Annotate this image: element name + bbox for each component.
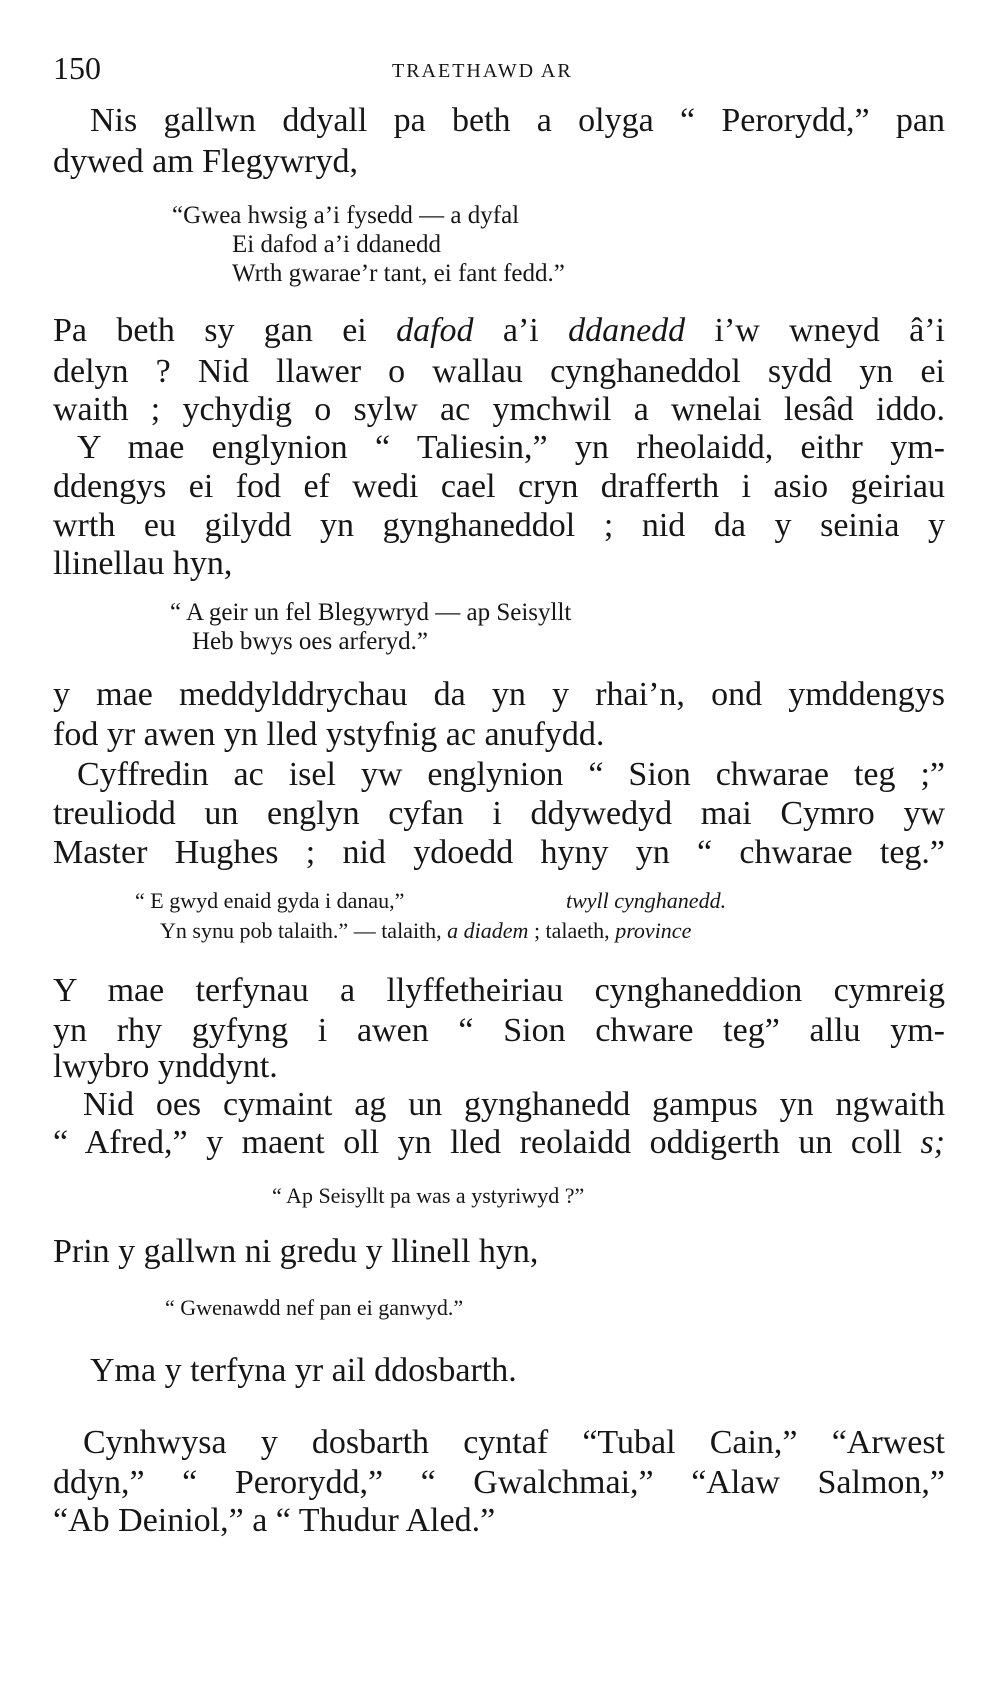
verse-line: Ei dafod a’i ddanedd (232, 231, 441, 258)
paragraph-line: llinellau hyn, (53, 545, 233, 582)
paragraph-line: y mae meddylddrychau da yn y rhai’n, ond ymddengys (53, 676, 945, 713)
text-run: i’w wneyd â’i (685, 312, 945, 349)
italic-word: province (615, 918, 692, 943)
page-number: 150 (53, 50, 101, 86)
verse-line: “ Gwenawdd nef pan ei ganwyd.” (165, 1295, 464, 1320)
verse-note: twyll cynghanedd. (566, 888, 727, 913)
text-run: Pa beth sy gan ei (53, 312, 397, 349)
paragraph-line: ddengys ei fod ef wedi cael cryn drafferth i asio geiriau (53, 468, 945, 505)
verse-line: Heb bwys oes arferyd.” (192, 628, 429, 655)
verse-line: “Gwea hwsig a’i fysedd — a dyfal (172, 202, 520, 229)
paragraph-line: ddyn,” “ Perorydd,” “ Gwalchmai,” “Alaw Salmon,” (53, 1464, 945, 1501)
running-title: TRAETHAWD AR (392, 60, 573, 82)
paragraph-line: fod yr awen yn lled ystyfnig ac anufydd. (53, 716, 605, 753)
italic-word: a diadem (447, 918, 529, 943)
text-run: a’i (473, 312, 569, 349)
text-run: “ Afred,” y maent oll yn lled reolaidd oddigerth un coll (53, 1124, 921, 1161)
paragraph-line: yn rhy gyfyng i awen “ Sion chware teg” allu ym- (53, 1012, 945, 1049)
paragraph-line: Cyffredin ac isel yw englynion “ Sion chwarae teg ;” (77, 756, 945, 793)
paragraph-line: delyn ? Nid llawer o wallau cynghaneddol sydd yn ei (53, 353, 945, 390)
verse-line (160, 915, 691, 947)
paragraph-line (53, 1122, 945, 1163)
text-run: ; talaeth, (528, 918, 616, 943)
paragraph-line: Master Hughes ; nid ydoedd hyny yn “ chwarae teg.” (53, 834, 945, 871)
paragraph-line: Y mae englynion “ Taliesin,” yn rheolaidd, eithr ym- (77, 429, 945, 466)
verse-line: “ E gwyd enaid gyda i danau,” (135, 888, 405, 913)
paragraph-line: dywed am Flegywryd, (53, 143, 359, 180)
verse-line: “ A geir un fel Blegywryd — ap Seisyllt (170, 599, 572, 626)
verse-line: “ Ap Seisyllt pa was a ystyriwyd ?” (272, 1183, 585, 1208)
paragraph-line: Prin y gallwn ni gredu y llinell hyn, (53, 1233, 539, 1270)
italic-word: s; (920, 1124, 945, 1161)
paragraph-line: treuliodd un englyn cyfan i ddywedyd mai Cymro yw (53, 795, 945, 832)
paragraph-line: “Ab Deiniol,” a “ Thudur Aled.” (53, 1502, 496, 1539)
paragraph-line: Y mae terfynau a llyffetheiriau cynghaneddion cymreig (53, 972, 945, 1009)
paragraph-line: Nid oes cymaint ag un gynghanedd gampus yn ngwaith (83, 1086, 945, 1123)
paragraph-line: Cynhwysa y dosbarth cyntaf “Tubal Cain,” “Arwest (83, 1424, 945, 1461)
italic-word: ddanedd (568, 312, 686, 349)
paragraph-line: Yma y terfyna yr ail ddosbarth. (90, 1352, 517, 1389)
text-run: Yn synu pob talaith.” — talaith, (160, 918, 448, 943)
paragraph-line: lwybro ynddynt. (53, 1048, 278, 1085)
paragraph-line: Nis gallwn ddyall pa beth a olyga “ Perorydd,” pan (90, 102, 945, 139)
italic-word: dafod (396, 312, 474, 349)
verse-line: Wrth gwarae’r tant, ei fant fedd.” (232, 260, 565, 287)
paragraph-line: wrth eu gilydd yn gynghaneddol ; nid da y seinia y (53, 507, 945, 544)
paragraph-line: waith ; ychydig o sylw ac ymchwil a wnelai lesâd iddo. (53, 391, 945, 428)
paragraph-line (53, 310, 945, 351)
